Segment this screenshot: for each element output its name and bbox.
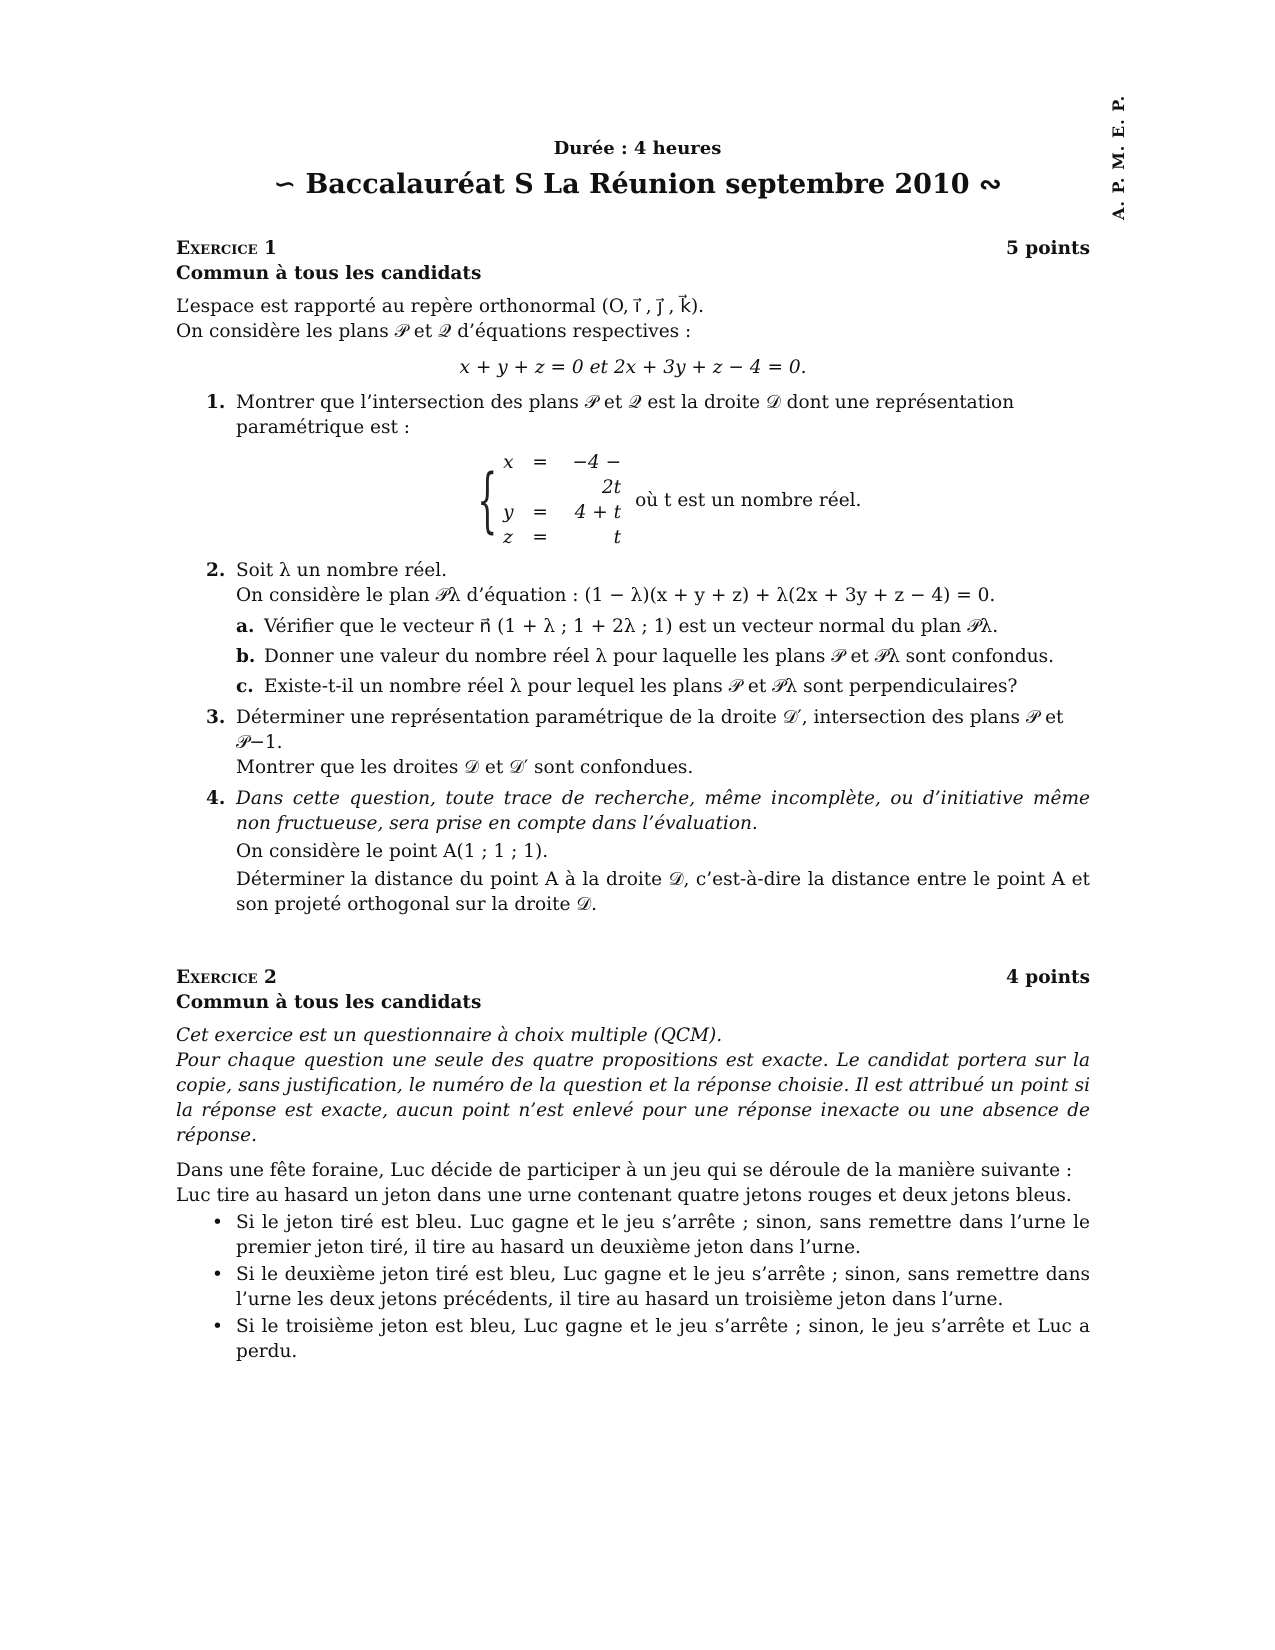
system-var: z [503,527,513,548]
exercise-2-paragraph-2: Luc tire au hasard un jeton dans une urne contenant quatre jetons rouges et deux jetons bleus. [176,1185,1072,1206]
system-eq: = [532,527,548,548]
exercise-2-italic-1: Cet exercice est un questionnaire à choix multiple (QCM). [176,1025,723,1046]
question-2c-letter: c. [236,676,254,697]
exercise-1-intro-1: L’espace est rapporté au repère orthonormal (O, i⃗ , j⃗ , k⃗). [176,296,705,317]
system-val: 4 + t [574,502,622,523]
system-val: −4 − 2t [572,452,622,498]
exercise-1-intro-2: On considère les plans 𝒫 et 𝒬 d’équations respectives : [176,321,692,342]
bullet-item: • Si le troisième jeton est bleu, Luc gagne et le jeu s’arrête ; sinon, le jeu s’arrête et Luc a perdu. [236,1314,1090,1364]
question-2-line-2: On considère le plan 𝒫λ d’équation : (1 − λ)(x + y + z) + λ(2x + 3y + z − 4) = 0. [236,585,996,606]
exercise-1-subtitle: Commun à tous les candidats [176,263,482,284]
question-2b-text: Donner une valeur du nombre réel λ pour laquelle les plans 𝒫 et 𝒫λ sont confondus. [264,646,1054,667]
exercise-1-header [176,236,1090,261]
exercise-1-title: Exercice 1 [176,238,277,259]
question-2c [236,674,1090,699]
duration: Durée : 4 heures [553,138,722,159]
question-4-number: 4. [206,788,226,809]
main-content [176,236,1090,1366]
exercise-2-paragraph-1: Dans une fête foraine, Luc décide de participer à un jeu qui se déroule de la manière suivante : [176,1160,1073,1181]
question-4-line-2: Déterminer la distance du point A à la droite 𝒟, c’est-à-dire la distance entre le point A et son projeté orthogonal sur la droite 𝒟. [236,869,1090,915]
question-3-number: 3. [206,707,226,728]
question-4-italic-note: Dans cette question, toute trace de recherche, même incomplète, ou d’initiative même non fructueuse, sera prise en compte dans l’évaluation. [236,788,1090,834]
exercise-2-header [176,965,1090,990]
system-var: y [503,502,514,523]
question-2c-text: Existe-t-il un nombre réel λ pour lequel les plans 𝒫 et 𝒫λ sont perpendiculaires? [264,676,1018,697]
system-val: t [613,527,622,548]
exercise-1-points: 5 points [1005,238,1090,259]
question-2 [176,558,1090,699]
exercise-2-subtitle: Commun à tous les candidats [176,992,482,1013]
question-2a-letter: a. [236,616,255,637]
system-note: où t est un nombre réel. [635,489,862,511]
exercise-2-points: 4 points [1005,967,1090,988]
exercise-1-questions [176,390,1090,917]
exercise-2-bullets [176,1210,1090,1364]
system-var: x [503,452,514,473]
exercise-2-italic-2: Pour chaque question une seule des quatre propositions est exacte. Le candidat portera sur la copie, sans justification, le numéro de la question et la réponse choisie. Il est attribué un point si la réponse est exacte, aucun point n’est enlevé pour une réponse inexacte ou une absence de réponse. [176,1050,1090,1146]
bullet-item: • Si le jeton tiré est bleu. Luc gagne et le jeu s’arrête ; sinon, sans remettre dans l’urne le premier jeton tiré, il tire au hasard un deuxième jeton dans l’urne. [236,1210,1090,1260]
question-2b-letter: b. [236,646,256,667]
question-1-number: 1. [206,392,226,413]
question-2-subitems [236,614,1090,699]
question-2a [236,614,1090,639]
question-2-line-1: Soit λ un nombre réel. [236,560,448,581]
question-3-line-1: Déterminer une représentation paramétrique de la droite 𝒟′, intersection des plans 𝒫 et 𝒫−1. [236,707,1064,753]
question-2b [236,644,1090,669]
system-eq: = [532,452,548,473]
question-2-number: 2. [206,560,226,581]
question-4 [176,786,1090,917]
system-brace: { [476,459,497,541]
question-2a-text: Vérifier que le vecteur n⃗ (1 + λ ; 1 + 2λ ; 1) est un vecteur normal du plan 𝒫λ. [264,616,999,637]
exercise-2-title: Exercice 2 [176,967,277,988]
system-rows [503,450,621,550]
system-row [503,500,621,525]
bullet-item: • Si le deuxième jeton tiré est bleu, Luc gagne et le jeu s’arrête ; sinon, sans remettre dans l’urne les deux jetons précédents, il tire au hasard un troisième jeton dans l’urne. [236,1262,1090,1312]
system-eq: = [532,502,548,523]
question-3-line-2: Montrer que les droites 𝒟 et 𝒟′ sont confondues. [236,757,694,778]
side-label: A. P. M. E. P. [1109,94,1128,220]
parametric-system [236,450,1090,550]
system-row [503,525,621,550]
page-title: ∽ Baccalauréat S La Réunion septembre 2010 ∾ [273,169,1002,200]
question-4-line-1: On considère le point A(1 ; 1 ; 1). [236,841,549,862]
plane-equations: x + y + z = 0 et 2x + 3y + z − 4 = 0. [459,357,807,378]
question-1 [176,390,1090,550]
question-1-text: Montrer que l’intersection des plans 𝒫 et 𝒬 est la droite 𝒟 dont une représentation paramétrique est : [236,392,1015,438]
question-3 [176,705,1090,780]
system-row [503,450,621,500]
